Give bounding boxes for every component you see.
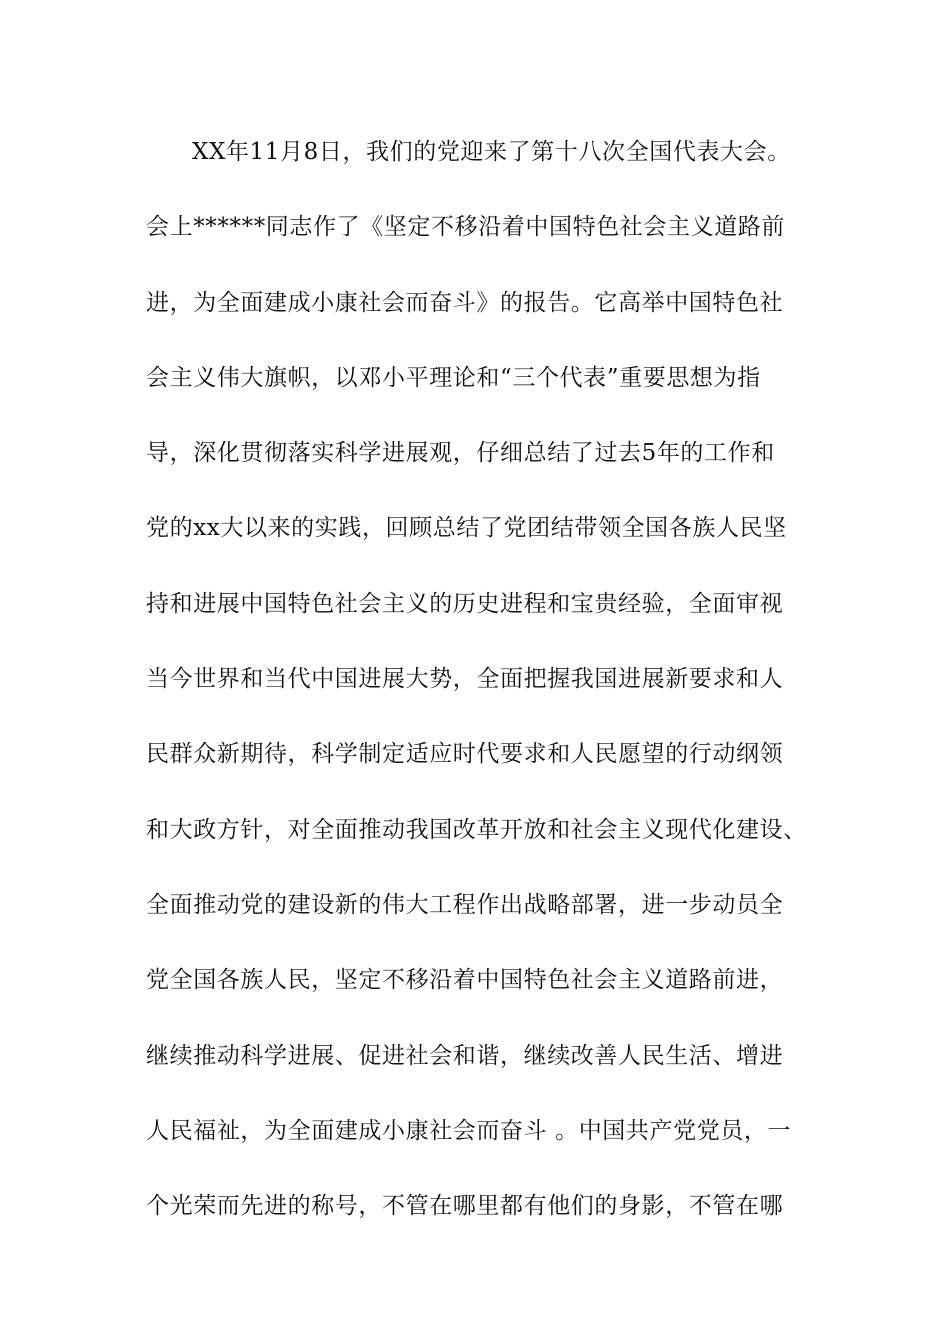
paragraph-line: 会上******同志作了《坚定不移沿着中国特色社会主义道路前 (146, 214, 785, 241)
paragraph-line: 个光荣而先进的称号，不管在哪里都有他们的身影，不管在哪 (146, 1193, 784, 1220)
paragraph-line: 导，深化贯彻落实科学进展观，仔细总结了过去5年的工作和 (146, 440, 775, 467)
paragraph-line: 进，为全面建成小康社会而奋斗》的报告。它高举中国特色社 (146, 289, 784, 316)
paragraph-line: 党的xx大以来的实践，回顾总结了党团结带领全国各族人民坚 (146, 515, 787, 542)
paragraph-line: 民群众新期待，科学制定适应时代要求和人民愿望的行动纲领 (146, 741, 784, 768)
paragraph-line: 会主义伟大旗帜，以邓小平理论和“三个代表”重要思想为指 (146, 364, 761, 391)
paragraph-line: XX年11月8日，我们的党迎来了第十八次全国代表大会。 (192, 139, 791, 165)
document-body (146, 127, 836, 1256)
paragraph-line: 继续推动科学进展、促进社会和谐，继续改善人民生活、增进 (146, 1042, 784, 1069)
paragraph-line: 全面推动党的建设新的伟大工程作出战略部署，进一步动员全 (146, 891, 784, 918)
paragraph-line: 党全国各族人民，坚定不移沿着中国特色社会主义道路前进， (146, 967, 784, 994)
paragraph-line: 和大政方针，对全面推动我国改革开放和社会主义现代化建设、 (146, 816, 807, 843)
paragraph-line: 持和进展中国特色社会主义的历史进程和宝贵经验，全面审视 (146, 590, 784, 617)
paragraph-line: 人民福祉，为全面建成小康社会而奋斗 。中国共产党党员，一 (146, 1117, 792, 1144)
paragraph-line: 当今世界和当代中国进展大势，全面把握我国进展新要求和人 (146, 666, 784, 693)
